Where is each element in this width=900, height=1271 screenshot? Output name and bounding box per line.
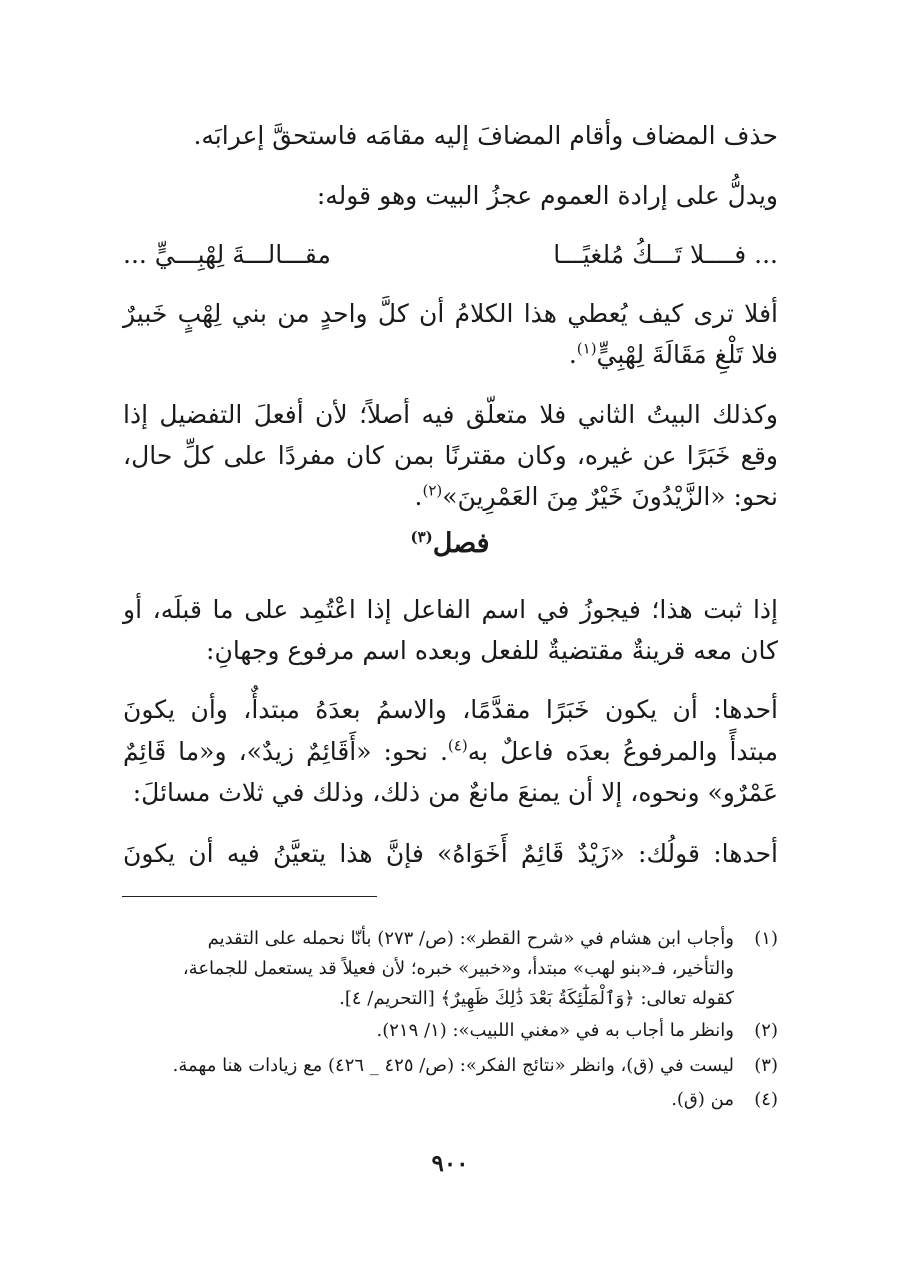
footnote-text: وأجاب ابن هشام في «شرح القطر»: (ص/ ٢٧٣) بأنّا نحمله على التقديم: [207, 928, 734, 949]
body-text-line: ويدلُّ على إرادة العموم عجزُ البيت وهو قوله:: [316, 181, 778, 210]
footnote-ref-3[interactable]: (٣): [410, 528, 433, 546]
footnote-ref-2[interactable]: (٢): [422, 481, 443, 500]
body-text-line: حذف المضاف وأقام المضافَ إليه مقامَه فاستحقَّ إعرابَه.: [193, 121, 778, 150]
text-run: .: [414, 482, 423, 511]
page-number: ٩٠٠: [431, 1150, 469, 1177]
body-text-line: [123, 734, 778, 770]
footnote-4: [671, 1089, 778, 1110]
body-text-line: أفلا ترى كيف يُعطي هذا الكلامُ أن كلَّ واحدٍ من بني لِهْبٍ خَبيرٌ: [123, 299, 778, 328]
footnote-1: [208, 928, 778, 949]
text-run: فلا تَلْغِ مَقَالَةَ لِهْبِيٍّ: [596, 340, 778, 369]
body-text-line: عَمْرٌو» ونحوه، إلا أن يمنعَ مانعٌ من ذلك، وذلك في ثلاث مسائلَ:: [132, 778, 778, 807]
footnote-ref-4[interactable]: (٤): [447, 736, 468, 755]
text-run: مبتدأً والمرفوعُ بعدَه فاعلٌ به: [467, 737, 778, 766]
body-text-line: أحدها: قولُك: «زَيْدٌ قَائِمٌ أَخَوَاهُ» فإنَّ هذا يتعيَّنُ فيه أن يكونَ: [123, 839, 778, 868]
footnote-2: [377, 1020, 779, 1041]
footnote-separator: [122, 896, 377, 897]
body-text-line: إذا ثبت هذا؛ فيجوزُ في اسم الفاعل إذا اعْتُمِد على ما قبلَه، أو: [123, 595, 778, 624]
body-text-line: [569, 337, 778, 373]
verse-line: [123, 240, 778, 276]
text-run: نحو: «الزَّيْدُونَ خَيْرٌ مِنَ العَمْرِينَ»: [442, 482, 778, 511]
verse-hemistich-second: مقـــالـــةَ لِهْبِـــيٍّ ...: [123, 240, 331, 269]
footnote-text: وانظر ما أجاب به في «مغني اللبيب»: (١/ ٢١٩).: [376, 1020, 734, 1041]
footnote-continuation: كقوله تعالى: ﴿وَٱلْمَلَٰٓئِكَةُ بَعْدَ ذَٰلِكَ ظَهِيرٌ﴾ [التحريم/ ٤].: [339, 988, 734, 1009]
body-text-line: وكذلك البيتُ الثاني فلا متعلّق فيه أصلاً؛ لأن أفعلَ التفضيل إذا: [123, 400, 778, 429]
body-text-line: وقع خَبَرًا عن غيره، وكان مقترنًا بمن كان مفردًا على كلِّ حال،: [123, 441, 778, 470]
footnote-number: (١): [754, 928, 778, 949]
footnote-number: (٤): [754, 1089, 778, 1110]
section-heading-text: فصل: [432, 528, 490, 559]
verse-hemistich-first: ... فــــلا تَـــكُ مُلغيًـــا: [553, 240, 778, 269]
footnote-number: (٢): [754, 1020, 778, 1041]
body-text-line: أحدها: أن يكون خَبَرًا مقدَّمًا، والاسمُ بعدَهُ مبتدأٌ، وأن يكونَ: [123, 695, 778, 724]
text-run: .: [568, 340, 577, 369]
footnote-ref-1[interactable]: (١): [576, 339, 597, 358]
section-heading: [0, 528, 900, 559]
text-run: . نحو: «أَقَائِمٌ زيدٌ»، و«ما قَائِمٌ: [123, 737, 448, 766]
body-text-line: [415, 479, 779, 515]
footnote-continuation: والتأخير، فـ«بنو لهب» مبتدأ، و«خبير» خبره؛ لأن فعيلاً قد يستعمل للجماعة،: [182, 958, 734, 979]
footnote-3: [173, 1055, 778, 1076]
body-text-line: كان معه قرينةٌ مقتضيةٌ للفعل وبعده اسم مرفوع وجهانِ:: [206, 636, 778, 665]
footnote-number: (٣): [754, 1055, 778, 1076]
footnote-text: ليست في (ق)، وانظر «نتائج الفكر»: (ص/ ٤٢٥ _ ٤٢٦) مع زيادات هنا مهمة.: [172, 1055, 734, 1076]
footnote-text: من (ق).: [671, 1089, 734, 1110]
